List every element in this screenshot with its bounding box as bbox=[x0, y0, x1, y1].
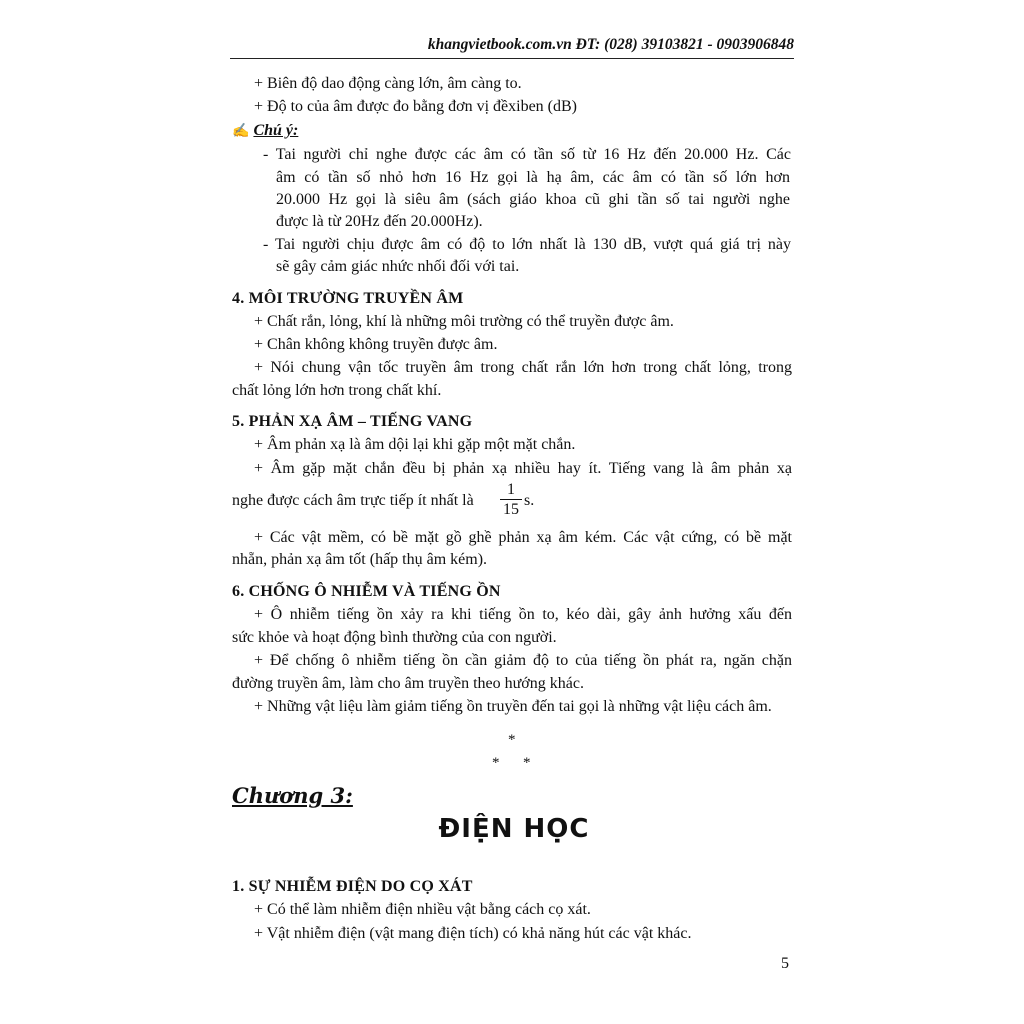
text-line: + Những vật liệu làm giảm tiếng ồn truyền đến tai gọi là những vật liệu cách âm. bbox=[254, 698, 772, 715]
separator-star: * bbox=[523, 755, 531, 771]
section-heading-6: 6. CHỐNG Ô NHIỄM VÀ TIẾNG ỒN bbox=[232, 583, 501, 600]
note-label: Chú ý: bbox=[253, 122, 299, 139]
text-line: + Ô nhiễm tiếng ồn xảy ra khi tiếng ồn to, kéo dài, gây ảnh hưởng xấu đến bbox=[254, 606, 792, 623]
fraction-numerator: 1 bbox=[500, 480, 522, 500]
text-line: sức khỏe và hoạt động bình thường của con người. bbox=[232, 629, 557, 646]
chapter-title: ĐIỆN HỌC bbox=[438, 814, 590, 844]
pencil-icon: ✍ bbox=[232, 124, 250, 139]
text-line: + Vật nhiễm điện (vật mang điện tích) có khả năng hút các vật khác. bbox=[254, 925, 692, 942]
section-heading-4: 4. MÔI TRƯỜNG TRUYỀN ÂM bbox=[232, 290, 464, 307]
section-heading-1: 1. SỰ NHIỄM ĐIỆN DO CỌ XÁT bbox=[232, 878, 473, 895]
text-line: âm có tần số nhỏ hơn 16 Hz gọi là hạ âm, các âm có tần số lớn hơn bbox=[276, 169, 790, 186]
section-heading-5: 5. PHẢN XẠ ÂM – TIẾNG VANG bbox=[232, 413, 473, 430]
text-line: + Chất rắn, lỏng, khí là những môi trường có thể truyền được âm. bbox=[254, 313, 674, 330]
text-line: + Biên độ dao động càng lớn, âm càng to. bbox=[254, 75, 522, 92]
text-line: chất lỏng lớn hơn trong chất khí. bbox=[232, 382, 442, 399]
note-heading bbox=[232, 121, 792, 142]
text-line: sẽ gây cảm giác nhức nhối đối với tai. bbox=[276, 258, 520, 275]
text-line: + Có thể làm nhiễm điện nhiều vật bằng cách cọ xát. bbox=[254, 901, 591, 918]
text-line: + Để chống ô nhiễm tiếng ồn cần giảm độ to của tiếng ồn phát ra, ngăn chặn bbox=[254, 652, 792, 669]
text-line: - Tai người chỉ nghe được các âm có tần số từ 16 Hz đến 20.000 Hz. Các bbox=[263, 146, 791, 163]
separator-star: * bbox=[508, 732, 516, 748]
fraction-denominator: 15 bbox=[503, 501, 519, 518]
text-line: được là từ 20Hz đến 20.000Hz). bbox=[276, 213, 483, 230]
fraction bbox=[500, 480, 522, 519]
text-line: s. bbox=[524, 492, 535, 509]
page-number: 5 bbox=[781, 955, 789, 972]
text-line: + Độ to của âm được đo bằng đơn vị đềxiben (dB) bbox=[254, 98, 577, 115]
text-line: + Nói chung vận tốc truyền âm trong chất rắn lớn hơn trong chất lỏng, trong bbox=[254, 359, 792, 376]
page-header: khangvietbook.com.vn ĐT: (028) 39103821 - 0903906848 bbox=[427, 36, 794, 53]
text-line: + Các vật mềm, có bề mặt gồ ghề phản xạ âm kém. Các vật cứng, có bề mặt bbox=[254, 529, 792, 546]
text-line: 20.000 Hz gọi là siêu âm (sách giáo khoa cũ ghi tần số tai người nghe bbox=[276, 191, 790, 208]
text-line: + Chân không không truyền được âm. bbox=[254, 336, 498, 353]
chapter-label: Chương 3: bbox=[232, 783, 353, 808]
text-line: nhẵn, phản xạ âm tốt (hấp thụ âm kém). bbox=[232, 551, 488, 568]
separator-star: * bbox=[492, 755, 500, 771]
text-line: + Âm gặp mặt chắn đều bị phản xạ nhiều hay ít. Tiếng vang là âm phản xạ bbox=[254, 460, 792, 477]
text-line: nghe được cách âm trực tiếp ít nhất là bbox=[232, 492, 474, 509]
text-line: đường truyền âm, làm cho âm truyền theo hướng khác. bbox=[232, 675, 584, 692]
header-rule bbox=[230, 58, 794, 59]
text-line: + Âm phản xạ là âm dội lại khi gặp một mặt chắn. bbox=[254, 436, 576, 453]
text-line: - Tai người chịu được âm có độ to lớn nhất là 130 dB, vượt quá giá trị này bbox=[263, 236, 791, 253]
